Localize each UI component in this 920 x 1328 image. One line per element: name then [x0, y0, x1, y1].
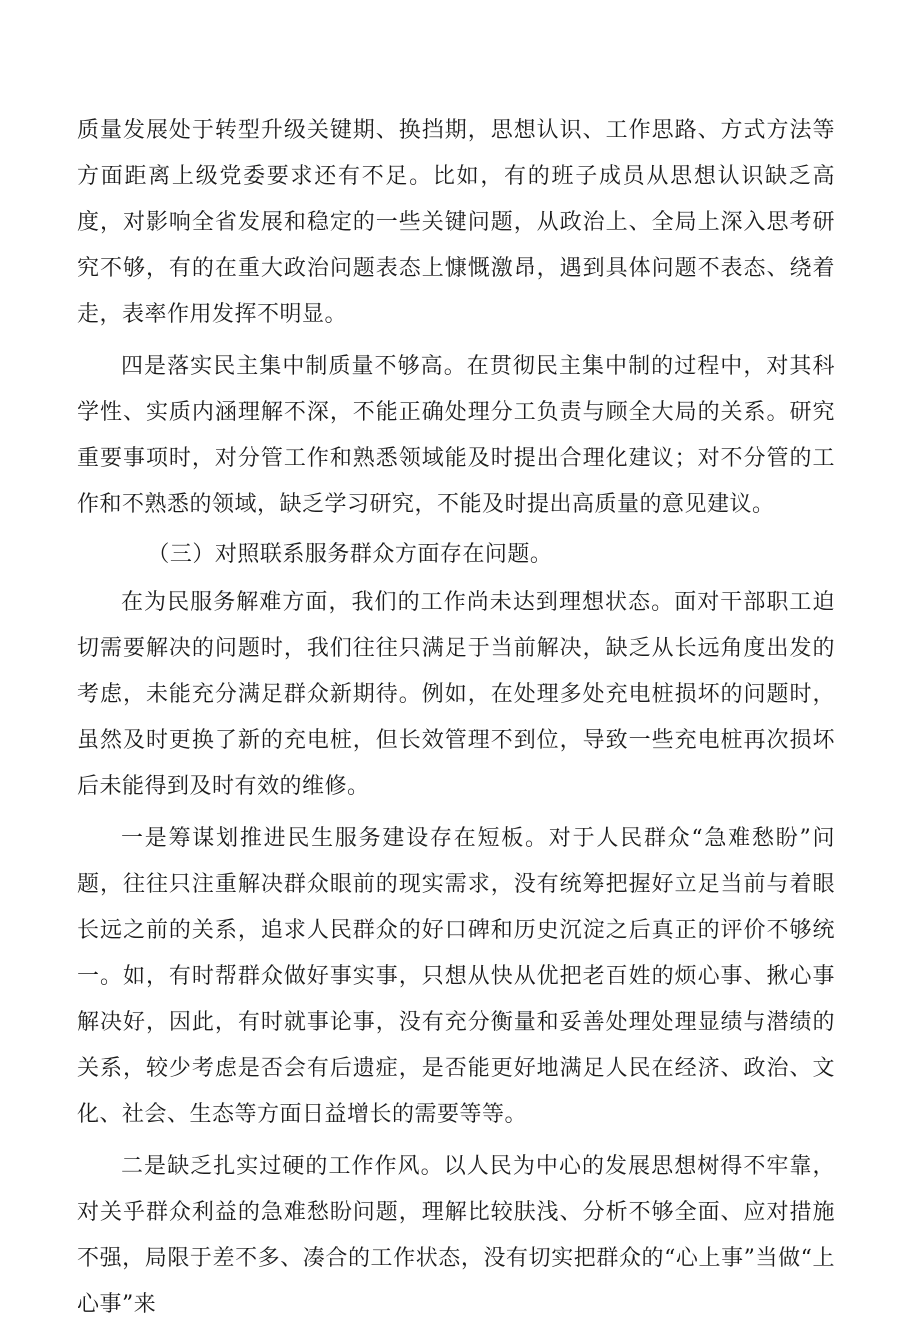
paragraph-service-difficulties: 在为民服务解难方面，我们的工作尚未达到理想状态。面对干部职工迫切需要解决的问题时，我们往往只满足于当前解决，缺乏从长远角度出发的考虑，未能充分满足群众新期待。例如，在处理多处充电桩损坏的问题时，虽然及时更换了新的充电桩，但长效管理不到位，导致一些充电桩再次损坏后未能得到及时有效的维修。 [77, 590, 835, 799]
paragraph-democratic-centralism: 四是落实民主集中制质量不够高。在贯彻民主集中制的过程中，对其科学性、实质内涵理解不深，不能正确处理分工负责与顾全大局的关系。研究重要事项时，对分管工作和熟悉领域能及时提出合理化建议；对不分管的工作和不熟悉的领域，缺乏学习研究，不能及时提出高质量的意见建议。 [77, 354, 835, 517]
paragraph-livelihood-services: 一是筹谋划推进民生服务建设存在短板。对于人民群众“急难愁盼”问题，往往只注重解决群众眼前的现实需求，没有统筹把握好立足当前与着眼长远之前的关系，追求人民群众的好口碑和历史沉淀之后真正的评价不够统一。如，有时帮群众做好事实事，只想从快从优把老百姓的烦心事、揪心事解决好，因此，有时就事论事，没有充分衡量和妥善处理处理显绩与潜绩的关系，较少考虑是否会有后遗症，是否能更好地满足人民在经济、政治、文化、社会、生态等方面日益增长的需要等等。 [77, 826, 835, 1127]
paragraph-work-style: 二是缺乏扎实过硬的工作作风。以人民为中心的发展思想树得不牢靠，对关乎群众利益的急难愁盼问题，理解比较肤浅、分析不够全面、应对措施不强，局限于差不多、凑合的工作状态，没有切实把群众的“心上事”当做“上心事”来 [77, 1154, 835, 1317]
document-page [77, 108, 835, 1328]
paragraph-continuation: 质量发展处于转型升级关键期、换挡期，思想认识、工作思路、方式方法等方面距离上级党委要求还有不足。比如，有的班子成员从思想认识缺乏高度，对影响全省发展和稳定的一些关键问题，从政治上、全局上深入思考研究不够，有的在重大政治问题表态上慷慨激昂，遇到具体问题不表态、绕着走，表率作用发挥不明显。 [77, 118, 835, 327]
section-heading-serving-masses: （三）对照联系服务群众方面存在问题。 [147, 542, 553, 567]
